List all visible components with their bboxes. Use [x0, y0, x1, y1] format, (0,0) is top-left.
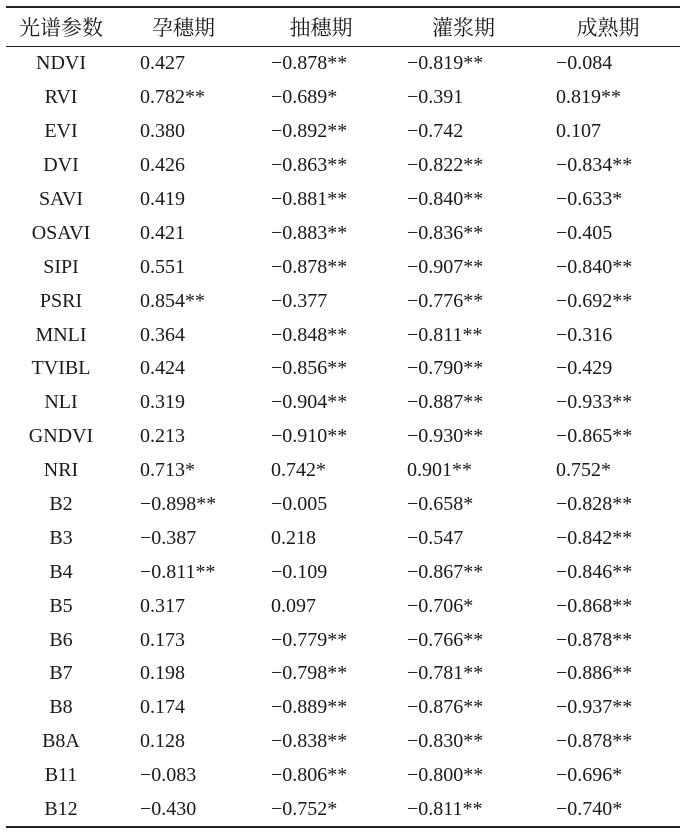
heading-value: −0.856**: [271, 357, 348, 380]
filling-value: −0.819**: [407, 52, 484, 75]
booting-value: 0.128: [140, 730, 185, 753]
parameter-cell: TVIBL: [31, 357, 91, 380]
parameter-cell: B3: [49, 526, 73, 549]
heading-value: −0.883**: [271, 221, 348, 244]
filling-value: −0.822**: [407, 154, 484, 177]
header-booting-stage: 孕穗期: [152, 16, 215, 40]
filling-value: −0.930**: [407, 425, 484, 448]
parameter-cell: EVI: [44, 120, 78, 143]
filling-value: −0.547: [407, 526, 464, 549]
heading-value: −0.863**: [271, 154, 348, 177]
table-row: [6, 691, 680, 725]
maturity-value: −0.740*: [556, 798, 623, 821]
parameter-cell: MNLI: [35, 323, 87, 346]
table-row: [6, 657, 680, 691]
booting-value: 0.380: [140, 120, 185, 143]
maturity-value: −0.878**: [556, 628, 633, 651]
maturity-value: −0.633*: [556, 188, 623, 210]
table-row: [6, 521, 680, 555]
parameter-cell: B6: [49, 628, 73, 651]
booting-value: −0.898**: [140, 493, 217, 516]
filling-value: −0.887**: [407, 391, 484, 414]
maturity-value: −0.429: [556, 357, 613, 380]
maturity-value: −0.405: [556, 221, 613, 244]
table-row: [6, 488, 680, 522]
parameter-cell: NDVI: [36, 52, 86, 75]
parameter-cell: B8A: [42, 730, 80, 753]
table-row: [6, 250, 680, 284]
parameter-cell: OSAVI: [31, 221, 91, 244]
filling-value: −0.830**: [407, 730, 484, 753]
parameter-cell: B7: [49, 662, 73, 685]
booting-value: 0.782**: [140, 86, 205, 109]
filling-value: −0.776**: [407, 289, 484, 312]
table-row: [6, 589, 680, 623]
maturity-value: −0.084: [556, 52, 613, 75]
table-row: [6, 318, 680, 352]
table-row: [6, 81, 680, 115]
booting-value: 0.421: [140, 221, 185, 244]
table-row: [6, 725, 680, 759]
booting-value: −0.387: [140, 526, 197, 549]
heading-value: 0.097: [271, 594, 316, 617]
heading-value: −0.109: [271, 560, 328, 583]
maturity-value: −0.840**: [556, 255, 633, 278]
booting-value: 0.424: [140, 357, 185, 380]
heading-value: 0.218: [271, 526, 316, 549]
maturity-value: −0.886**: [556, 662, 633, 685]
filling-value: −0.790**: [407, 357, 484, 380]
table-row: [6, 454, 680, 488]
booting-value: 0.319: [140, 391, 185, 414]
filling-value: −0.706*: [407, 594, 474, 617]
maturity-value: −0.692**: [556, 289, 633, 312]
maturity-value: −0.933**: [556, 391, 633, 414]
table-row: [6, 183, 680, 217]
booting-value: 0.317: [140, 594, 185, 617]
table-row: [6, 793, 680, 828]
heading-value: −0.689*: [271, 86, 338, 109]
booting-value: 0.419: [140, 188, 185, 210]
heading-value: −0.838**: [271, 730, 348, 753]
parameter-cell: B12: [44, 798, 78, 821]
table-row: [6, 284, 680, 318]
parameter-cell: NLI: [44, 391, 78, 414]
table-row: [6, 352, 680, 386]
table-row: [6, 216, 680, 250]
parameter-cell: B5: [49, 594, 73, 617]
table-row: [6, 386, 680, 420]
filling-value: −0.766**: [407, 628, 484, 651]
filling-value: −0.867**: [407, 560, 484, 583]
maturity-value: −0.846**: [556, 560, 633, 583]
heading-value: −0.752*: [271, 798, 338, 821]
heading-value: −0.878**: [271, 52, 348, 75]
heading-value: −0.779**: [271, 628, 348, 651]
correlation-table-container: [6, 6, 680, 828]
heading-value: −0.892**: [271, 120, 348, 143]
header-spectral-parameter: 光谱参数: [19, 16, 103, 40]
maturity-value: −0.937**: [556, 696, 633, 719]
booting-value: 0.551: [140, 255, 185, 278]
filling-value: −0.781**: [407, 662, 484, 685]
parameter-cell: B8: [49, 696, 73, 719]
parameter-cell: GNDVI: [28, 425, 94, 448]
header-heading-stage: 抽穗期: [289, 16, 353, 40]
heading-value: −0.005: [271, 493, 328, 516]
heading-value: −0.806**: [271, 764, 348, 787]
header-row: [6, 7, 680, 47]
parameter-cell: NRI: [43, 459, 79, 482]
parameter-cell: SAVI: [38, 188, 84, 210]
heading-value: 0.742*: [271, 459, 326, 482]
booting-value: 0.364: [140, 323, 185, 346]
correlation-table: [6, 6, 680, 828]
heading-value: −0.878**: [271, 255, 348, 278]
heading-value: −0.848**: [271, 323, 348, 346]
table-row: [6, 149, 680, 183]
booting-value: −0.430: [140, 798, 197, 821]
parameter-cell: PSRI: [39, 289, 83, 312]
filling-value: −0.876**: [407, 696, 484, 719]
header-maturity-stage: 成熟期: [576, 16, 640, 40]
heading-value: −0.798**: [271, 662, 348, 685]
filling-value: −0.742: [407, 120, 464, 143]
filling-value: −0.658*: [407, 493, 474, 516]
table-row: [6, 759, 680, 793]
maturity-value: 0.819**: [556, 86, 621, 109]
filling-value: −0.811**: [407, 798, 483, 821]
booting-value: −0.083: [140, 764, 197, 787]
maturity-value: −0.868**: [556, 594, 633, 617]
maturity-value: −0.828**: [556, 493, 633, 516]
table-row: [6, 420, 680, 454]
booting-value: 0.854**: [140, 289, 205, 312]
parameter-cell: B11: [44, 764, 78, 787]
maturity-value: 0.107: [556, 120, 601, 143]
filling-value: −0.907**: [407, 255, 484, 278]
table-row: [6, 115, 680, 149]
booting-value: −0.811**: [140, 560, 216, 583]
maturity-value: 0.752*: [556, 459, 611, 482]
filling-value: −0.391: [407, 86, 464, 109]
table-row: [6, 623, 680, 657]
heading-value: −0.881**: [271, 188, 348, 210]
filling-value: −0.811**: [407, 323, 483, 346]
maturity-value: −0.834**: [556, 154, 633, 177]
maturity-value: −0.696*: [556, 764, 623, 787]
booting-value: 0.426: [140, 154, 185, 177]
booting-value: 0.713*: [140, 459, 195, 482]
booting-value: 0.174: [140, 696, 185, 719]
booting-value: 0.427: [140, 52, 185, 75]
heading-value: −0.904**: [271, 391, 348, 414]
booting-value: 0.213: [140, 425, 185, 448]
parameter-cell: SIPI: [43, 255, 79, 278]
maturity-value: −0.865**: [556, 425, 633, 448]
filling-value: 0.901**: [407, 459, 472, 482]
filling-value: −0.800**: [407, 764, 484, 787]
filling-value: −0.840**: [407, 188, 484, 210]
booting-value: 0.198: [140, 662, 185, 685]
booting-value: 0.173: [140, 628, 185, 651]
parameter-cell: RVI: [44, 86, 78, 109]
heading-value: −0.910**: [271, 425, 348, 448]
parameter-cell: DVI: [43, 154, 79, 177]
heading-value: −0.889**: [271, 696, 348, 719]
maturity-value: −0.316: [556, 323, 613, 346]
parameter-cell: B4: [49, 560, 73, 583]
parameter-cell: B2: [49, 493, 73, 516]
maturity-value: −0.842**: [556, 526, 633, 549]
table-row: [6, 47, 680, 81]
maturity-value: −0.878**: [556, 730, 633, 753]
heading-value: −0.377: [271, 289, 328, 312]
filling-value: −0.836**: [407, 221, 484, 244]
table-body: [6, 47, 680, 828]
header-filling-stage: 灌浆期: [432, 16, 495, 40]
table-row: [6, 555, 680, 589]
